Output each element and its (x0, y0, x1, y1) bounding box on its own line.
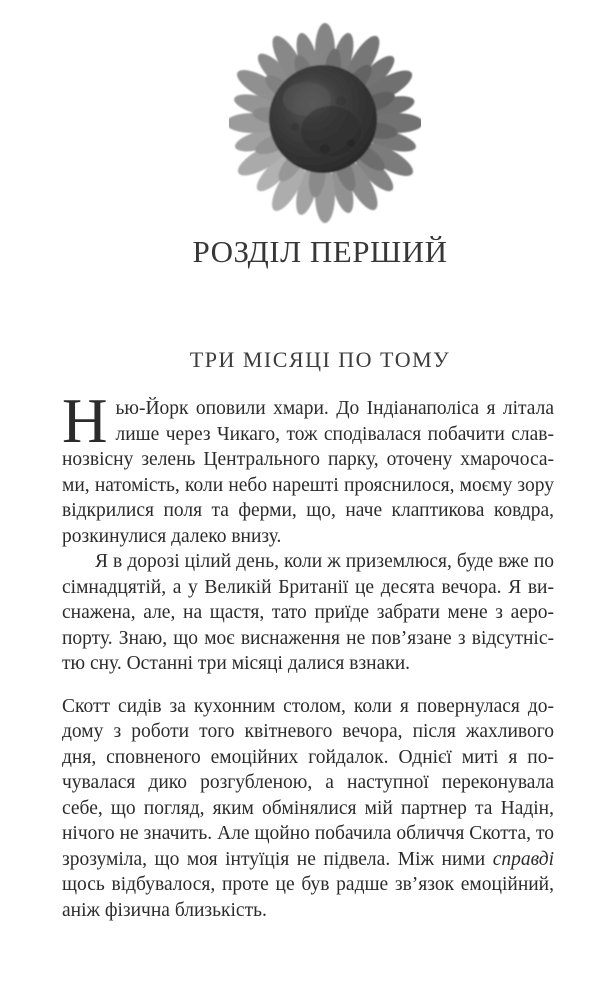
paragraph-3-text-after: щось відбувалося, проте це був радше зв’язок емоційний, аніж фізична близькість. (62, 874, 554, 921)
paragraph-2-text: Я в дорозі цілий день, коли ж приземлюся, буде вже по сімнадцятій, а у Великій Британії це десята вечора. Я виснажена, але, на щастя, тато приїде забрати мене з аеропорту. Знаю, що моє виснаження не пов’язане з відсутністю сну. Останні три місяці далися взнаки. (62, 551, 554, 674)
paragraph-3-italic-word: справді (492, 848, 555, 870)
paragraph-2 (62, 549, 554, 677)
section-heading: ТРИ МІСЯЦІ ПО ТОМУ (189, 347, 451, 372)
body-text (62, 386, 555, 923)
paragraph-3 (62, 694, 554, 924)
paragraph-1-text: ью-Йорк оповили хмари. До Індіанаполіса я літала лише через Чикаго, тож сподівалася побачити славнозвісну зелень Центрального парку, оточену хмарочосами, натомість, коли небо нарешті прояснилося, моєму зору відкрилися поля та ферми, що, наче клаптикова ковдра, розкинулися далеко внизу. (62, 398, 554, 547)
paragraph-3-text-before: Скотт сидів за кухонним столом, коли я повернулася додому з роботи того квітневого вечора, після жахливого дня, сповненого емоційних гойдалок. Однієї миті я почувалася дико розгубленою, а наступної переконувала себе, що погляд, яким обмінялися мій партнер та Надін, нічого не значить. Але щойно побачила обличчя Скотта, то зрозуміла, що моя інтуїція не підвела. Між ними (62, 695, 554, 870)
sunflower-icon (229, 22, 421, 228)
paragraph-1 (62, 386, 554, 549)
sunflower-image (229, 22, 421, 228)
chapter-title: РОЗДІЛ ПЕРШИЙ (192, 234, 448, 269)
drop-cap: Н (62, 386, 108, 456)
